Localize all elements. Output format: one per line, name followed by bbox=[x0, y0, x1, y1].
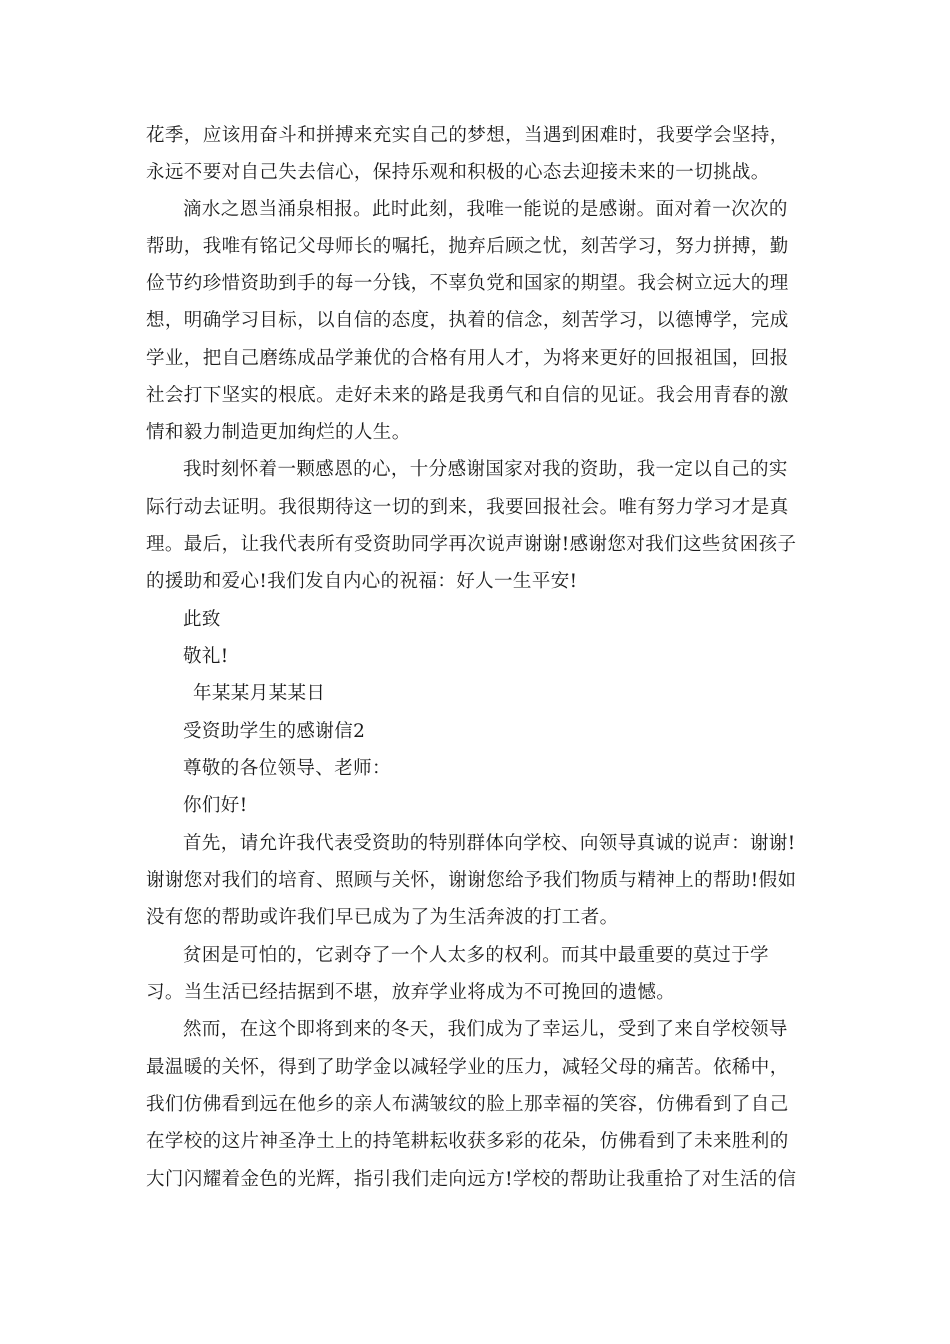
date-line: 年某某月某某日 bbox=[193, 683, 326, 704]
closing-salutation: 此致 bbox=[183, 609, 221, 630]
text-line: 帮助，我唯有铭记父母师长的嘱托，抛弃后顾之忧，刻苦学习，努力拼搏，勤 bbox=[146, 236, 789, 257]
text-line: 最温暖的关怀，得到了助学金以减轻学业的压力，减轻父母的痛苦。依稀中， bbox=[146, 1057, 789, 1078]
greeting: 尊敬的各位领导、老师： bbox=[183, 758, 391, 779]
letter-title: 受资助学生的感谢信2 bbox=[183, 721, 366, 742]
text-line: 首先，请允许我代表受资助的特别群体向学校、向领导真诚的说声：谢谢! bbox=[183, 833, 796, 854]
text-line: 大门闪耀着金色的光辉，指引我们走向远方!学校的帮助让我重拾了对生活的信 bbox=[146, 1169, 797, 1190]
text-line: 然而，在这个即将到来的冬天，我们成为了幸运儿，受到了来自学校领导 bbox=[183, 1019, 788, 1040]
text-line: 谢谢您对我们的培育、照顾与关怀，谢谢您给予我们物质与精神上的帮助!假如 bbox=[146, 870, 797, 891]
text-line: 贫困是可怕的，它剥夺了一个人太多的权利。而其中最重要的莫过于学 bbox=[183, 945, 769, 966]
text-line: 俭节约珍惜资助到手的每一分钱，不辜负党和国家的期望。我会树立远大的理 bbox=[146, 273, 789, 294]
text-line: 社会打下坚实的根底。走好未来的路是我勇气和自信的见证。我会用青春的激 bbox=[146, 385, 789, 406]
text-line: 永远不要对自己失去信心，保持乐观和积极的心态去迎接未来的一切挑战。 bbox=[146, 162, 770, 183]
text-line: 理。最后，让我代表所有受资助同学再次说声谢谢!感谢您对我们这些贫困孩子 bbox=[146, 534, 797, 555]
closing-salutation: 敬礼! bbox=[183, 646, 229, 667]
text-line: 在学校的这片神圣净土上的持笔耕耘收获多彩的花朵，仿佛看到了未来胜利的 bbox=[146, 1131, 789, 1152]
text-line: 花季，应该用奋斗和拼搏来充实自己的梦想，当遇到困难时，我要学会坚持， bbox=[146, 125, 789, 146]
text-line: 滴水之恩当涌泉相报。此时此刻，我唯一能说的是感谢。面对着一次次的 bbox=[183, 199, 788, 220]
text-line: 的援助和爱心!我们发自内心的祝福：好人一生平安! bbox=[146, 571, 578, 592]
text-line: 没有您的帮助或许我们早已成为了为生活奔波的打工者。 bbox=[146, 907, 619, 928]
greeting: 你们好! bbox=[183, 795, 248, 816]
text-line: 习。当生活已经拮据到不堪，放弃学业将成为不可挽回的遗憾。 bbox=[146, 982, 676, 1003]
text-line: 情和毅力制造更加绚烂的人生。 bbox=[146, 422, 411, 443]
text-line: 我们仿佛看到远在他乡的亲人布满皱纹的脸上那幸福的笑容，仿佛看到了自己 bbox=[146, 1094, 789, 1115]
text-line: 我时刻怀着一颗感恩的心，十分感谢国家对我的资助，我一定以自己的实 bbox=[183, 459, 788, 480]
text-line: 际行动去证明。我很期待这一切的到来，我要回报社会。唯有努力学习才是真 bbox=[146, 497, 789, 518]
text-line: 学业，把自己磨练成品学兼优的合格有用人才，为将来更好的回报祖国，回报 bbox=[146, 348, 789, 369]
text-line: 想，明确学习目标，以自信的态度，执着的信念，刻苦学习，以德博学，完成 bbox=[146, 310, 789, 331]
